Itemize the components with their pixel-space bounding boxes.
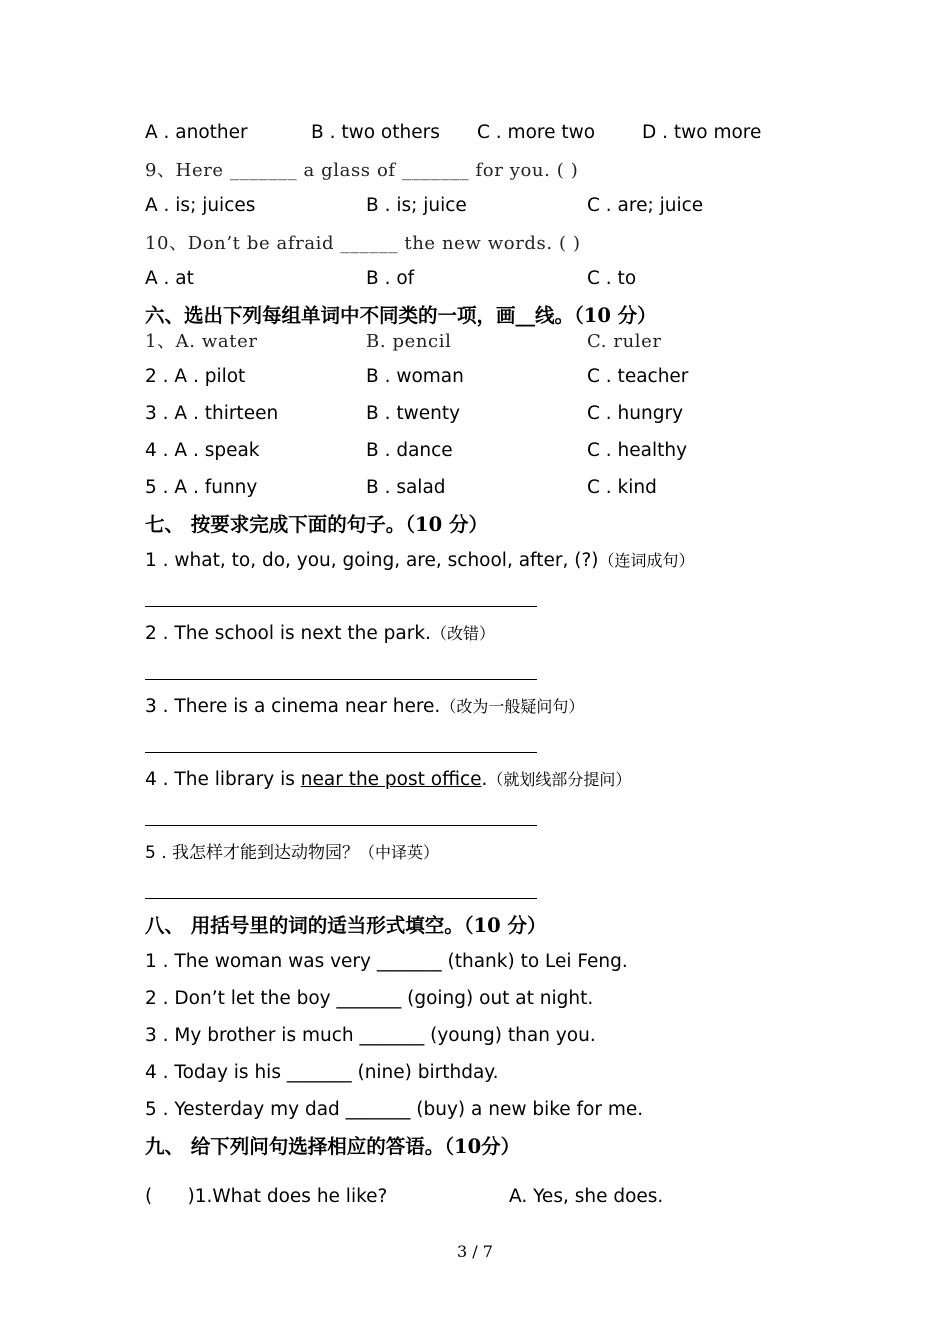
q8-option-c: C . more two <box>477 122 596 143</box>
s6-r4-b: B . dance <box>366 440 453 461</box>
s8-item: 2 . Don’t let the boy _______ (going) out at night. <box>145 988 594 1009</box>
s6-r5-c: C . kind <box>587 477 657 498</box>
page-number: 3 / 7 <box>457 1242 493 1261</box>
s8-item: 4 . Today is his _______ (nine) birthday. <box>145 1062 499 1083</box>
q10-stem: 10、Don’t be afraid ______ the new words. ( ) <box>145 233 581 254</box>
q9-option-b: B . is; juice <box>366 195 467 216</box>
q8-option-d: D . two more <box>642 122 762 143</box>
q10-option-a: A . at <box>145 268 194 289</box>
s8-item: 3 . My brother is much _______ (young) than you. <box>145 1025 596 1046</box>
s6-r4-c: C . healthy <box>587 440 688 461</box>
answer-line[interactable] <box>145 679 537 680</box>
s8-item: 5 . Yesterday my dad _______ (buy) a new bike for me. <box>145 1099 644 1120</box>
q8-option-b: B . two others <box>311 122 440 143</box>
s6-r2-c: C . teacher <box>587 366 689 387</box>
section9-title: 九、 给下列问句选择相应的答语。（10分） <box>145 1135 521 1158</box>
s7-q2-note: （改错） <box>430 624 495 643</box>
s6-r2-a: 2 . A . pilot <box>145 366 246 387</box>
s7-q1 <box>145 549 695 573</box>
answer-line[interactable] <box>145 898 537 899</box>
s6-r1-b: B. pencil <box>366 331 452 352</box>
q9-option-a: A . is; juices <box>145 195 256 216</box>
s7-q1-note: （连词成句） <box>598 551 695 570</box>
s8-item: 1 . The woman was very _______ (thank) to Lei Feng. <box>145 951 628 972</box>
s7-q5-text: 5 . 我怎样才能到达动物园？ <box>145 843 360 863</box>
q8-option-a: A . another <box>145 122 248 143</box>
answer-line[interactable] <box>145 752 537 753</box>
s6-r3-a: 3 . A . thirteen <box>145 403 279 424</box>
s7-q4 <box>145 768 631 792</box>
q9-option-c: C . are; juice <box>587 195 704 216</box>
s7-q4-underlined: near the post office <box>300 769 482 790</box>
s6-r3-b: B . twenty <box>366 403 461 424</box>
s7-q4-after: . <box>481 769 488 790</box>
section7-title: 七、 按要求完成下面的句子。（10 分） <box>145 513 488 536</box>
answer-line[interactable] <box>145 825 537 826</box>
s7-q1-text: 1 . what, to, do, you, going, are, school, after, (?) <box>145 550 599 571</box>
s6-r5-a: 5 . A . funny <box>145 477 258 498</box>
s9-q1-answer: A. Yes, she does. <box>509 1186 664 1207</box>
section6-title: 六、选出下列每组单词中不同类的一项，画__线。（10 分） <box>145 304 657 327</box>
s7-q2 <box>145 622 495 646</box>
s6-r2-b: B . woman <box>366 366 464 387</box>
s6-r4-a: 4 . A . speak <box>145 440 260 461</box>
s6-r1-a: 1、A. water <box>145 331 258 352</box>
q9-stem: 9、Here _______ a glass of _______ for you. ( ) <box>145 160 579 181</box>
s7-q4-before: 4 . The library is <box>145 769 301 790</box>
s6-r5-b: B . salad <box>366 477 446 498</box>
q10-option-c: C . to <box>587 268 637 289</box>
q10-option-b: B . of <box>366 268 415 289</box>
s7-q5 <box>145 841 439 865</box>
s6-r1-c: C. ruler <box>587 331 662 352</box>
answer-line[interactable] <box>145 606 537 607</box>
s7-q3-text: 3 . There is a cinema near here. <box>145 696 441 717</box>
s7-q2-text: 2 . The school is next the park. <box>145 623 431 644</box>
s7-q3-note: （改为一般疑问句） <box>440 697 585 716</box>
s9-q1-question: ( )1.What does he like? <box>145 1186 388 1207</box>
s6-r3-c: C . hungry <box>587 403 684 424</box>
s7-q4-note: （就划线部分提问） <box>487 770 632 789</box>
s7-q5-note: （中译英） <box>359 843 440 862</box>
s7-q3 <box>145 695 584 719</box>
section8-title: 八、 用括号里的词的适当形式填空。（10 分） <box>145 914 547 937</box>
